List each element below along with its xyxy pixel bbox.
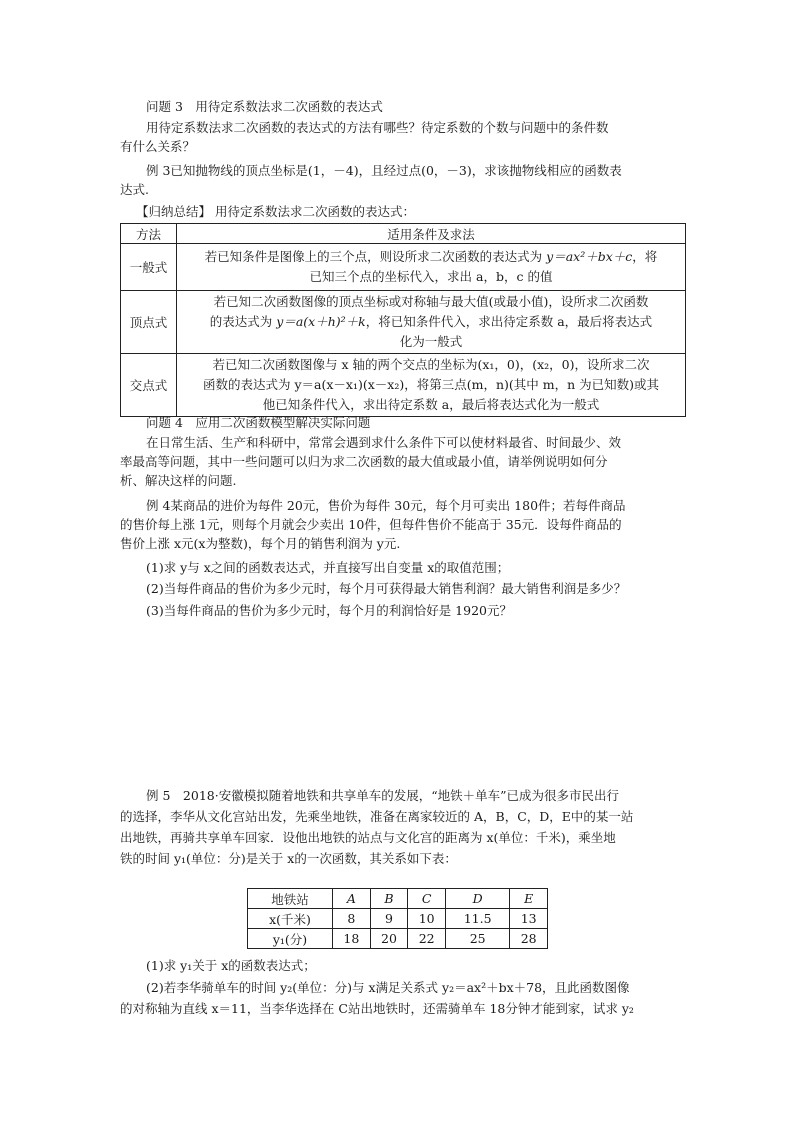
formula: y＝ax²＋bx＋c <box>546 249 633 264</box>
cell-text: 的表达式为 <box>209 314 277 329</box>
header-method: 方法 <box>121 224 177 244</box>
conditions-vertex <box>177 291 686 354</box>
table-header-row <box>248 889 548 909</box>
table-row <box>121 291 686 354</box>
problem4-intro-line3: 析、解决这样的问题. <box>120 473 237 488</box>
table-row <box>248 909 548 929</box>
table-cell: 11.5 <box>446 909 510 929</box>
example5-line1: 例 5 2018·安徽模拟随着地铁和共享单车的发展，“地铁＋单车”已成为很多市民出行 <box>146 788 619 803</box>
header-conditions: 适用条件及求法 <box>177 224 686 244</box>
table-cell: 20 <box>370 929 408 949</box>
table-cell: 10 <box>408 909 446 929</box>
cell-text: 已知三个点的坐标代入，求出 a，b，c 的值 <box>309 269 553 284</box>
example5-question1: (1)求 y₁关于 x的函数表达式； <box>146 958 316 973</box>
table-cell: E <box>510 889 548 909</box>
example4-line2: 的售价每上涨 1元，则每个月就会少卖出 10件，但每件售价不能高于 35元．设每件商品的 <box>120 517 622 532</box>
example4-line3: 售价上涨 x元(x为整数)，每个月的销售利润为 y元. <box>120 536 401 551</box>
table-cell: B <box>370 889 408 909</box>
example3-line2: 达式. <box>120 182 149 197</box>
example5-question2-line2: 的对称轴为直线 x＝11，当李华选择在 C站出地铁时，还需骑单车 18分钟才能到家，试求 y₂ <box>120 1001 634 1016</box>
problem4-intro-line1: 在日常生活、生产和科研中，常常会遇到求什么条件下可以使材料最省、时间最少、效 <box>146 435 622 450</box>
example4-question1: (1)求 y与 x之间的函数表达式，并直接写出自变量 x的取值范围； <box>146 560 510 575</box>
example5-question2-line1: (2)若李华骑单车的时间 y₂(单位：分)与 x满足关系式 y₂＝ax²＋bx＋78，且此函数图像 <box>146 980 630 995</box>
example5-line4: 铁的时间 y₁(单位：分)是关于 x的一次函数，其关系如下表： <box>120 851 457 866</box>
table-cell: 28 <box>510 929 548 949</box>
example5-line2: 的选择，李华从文化宫站出发，先乘坐地铁，准备在离家较近的 A，B，C，D，E中的某一站 <box>120 809 634 824</box>
cell-text: 若已知二次函数图像与 x 轴的两个交点的坐标为(x₁，0)，(x₂，0)，设所求二次 <box>212 357 650 372</box>
table-cell: 25 <box>446 929 510 949</box>
example4-question2: (2)当每件商品的售价为多少元时，每个月可获得最大销售利润？最大销售利润是多少？ <box>146 581 627 596</box>
table-row <box>121 244 686 291</box>
cell-text: 化为一般式 <box>399 334 463 349</box>
formula: y＝a(x＋h)²＋k <box>276 314 366 329</box>
cell-text: ，将 <box>632 249 658 264</box>
cell-text: 函数的表达式为 y＝a(x－x₁)(x－x₂)，将第三点(m，n)(其中 m，n 为已知数)或其 <box>203 377 659 392</box>
problem3-question-line1: 用待定系数法求二次函数的表达式的方法有哪些？待定系数的个数与问题中的条件数 <box>146 120 609 135</box>
problem4-intro-line2: 率最高等问题，其中一些问题可以归为求二次函数的最大值或最小值，请举例说明如何分 <box>120 454 608 469</box>
conditions-general <box>177 244 686 291</box>
table-cell: 22 <box>408 929 446 949</box>
problem3-question-line2: 有什么关系？ <box>120 139 196 154</box>
table-row <box>248 929 548 949</box>
table-cell: 18 <box>333 929 371 949</box>
problem4-title: 问题 4 应用二次函数模型解决实际问题 <box>146 415 371 430</box>
method-vertex: 顶点式 <box>121 291 177 354</box>
cell-text: 若已知二次函数图像的顶点坐标或对称轴与最大值(或最小值)，设所求二次函数 <box>213 294 649 309</box>
problem3-title: 问题 3 用待定系数法求二次函数的表达式 <box>146 99 383 114</box>
summary-heading: 【归纳总结】 用待定系数法求二次函数的表达式： <box>136 204 415 219</box>
table-cell: C <box>408 889 446 909</box>
cell-text: 若已知条件是图像上的三个点，则设所求二次函数的表达式为 <box>204 249 547 264</box>
table-cell: 地铁站 <box>248 889 333 909</box>
table-cell: 9 <box>370 909 408 929</box>
method-summary-table <box>120 223 686 417</box>
table-row <box>121 354 686 417</box>
table-header-row <box>121 224 686 244</box>
table-cell: D <box>446 889 510 909</box>
table-cell: y₁(分) <box>248 929 333 949</box>
table-cell: A <box>333 889 371 909</box>
example5-line3: 出地铁，再骑共享单车回家．设他出地铁的站点与文化宫的距离为 x(单位：千米)，乘坐地 <box>120 830 616 845</box>
example4-question3: (3)当每件商品的售价为多少元时，每个月的利润恰好是 1920元？ <box>146 603 512 618</box>
conditions-intercept <box>177 354 686 417</box>
cell-text: 他已知条件代入，求出待定系数 a，最后将表达式化为一般式 <box>262 397 600 412</box>
table-cell: x(千米) <box>248 909 333 929</box>
example4-line1: 例 4某商品的进价为每件 20元，售价为每件 30元，每个月可卖出 180件；若每件商品 <box>146 498 626 513</box>
table-cell: 13 <box>510 909 548 929</box>
table-cell: 8 <box>333 909 371 929</box>
example3-line1: 例 3已知抛物线的顶点坐标是(1，－4)，且经过点(0，－3)，求该抛物线相应的函数表 <box>146 163 622 178</box>
method-general: 一般式 <box>121 244 177 291</box>
method-intercept: 交点式 <box>121 354 177 417</box>
cell-text: ，将已知条件代入，求出待定系数 a，最后将表达式 <box>365 314 653 329</box>
metro-station-table <box>247 888 548 949</box>
